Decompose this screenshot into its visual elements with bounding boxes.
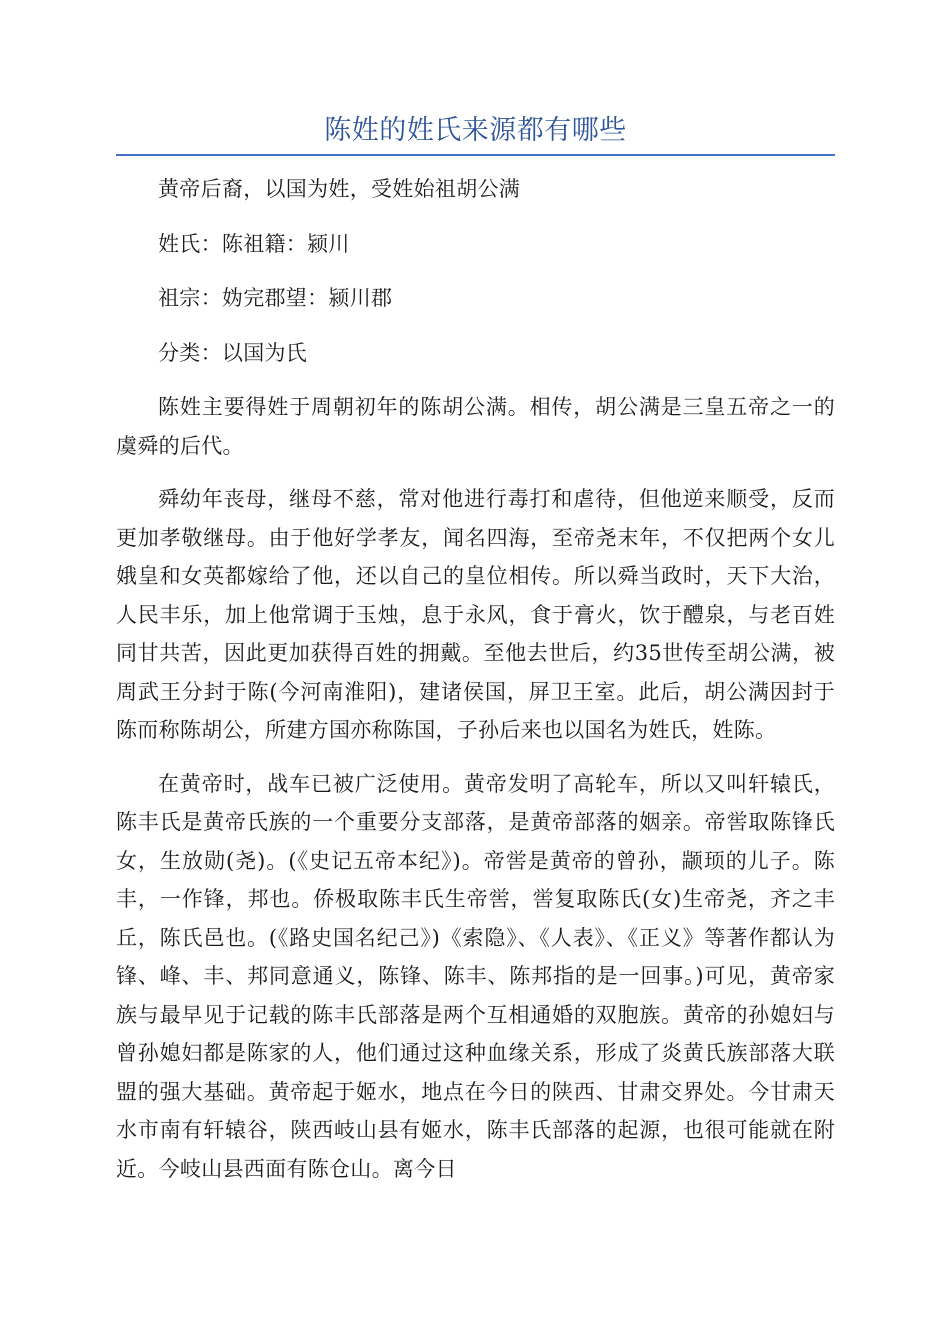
paragraph-intro: 陈姓主要得姓于周朝初年的陈胡公满。相传，胡公满是三皇五帝之一的虞舜的后代。 — [116, 395, 835, 458]
paragraph-ancestor-commandery: 祖宗：妫完郡望：颍川郡 — [158, 286, 393, 310]
document-body — [116, 170, 835, 1203]
paragraph-shun-history: 舜幼年丧母，继母不慈，常对他进行毒打和虐待，但他逆来顺受，反而更加孝敬继母。由于他好学孝友，闻名四海，至帝尧末年，不仅把两个女儿娥皇和女英都嫁给了他，还以自己的皇位相传。所以舜当政时，天下大治，人民丰乐，加上他常调于玉烛，息于永风，食于膏火，饮于醴泉，与老百姓同甘共苦，因此更加获得百姓的拥戴。至他去世后，约35世传至胡公满，被周武王分封于陈(今河南淮阳)，建诸侯国，屏卫王室。此后，胡公满因封于陈而称陈胡公，所建方国亦称陈国，子孙后来也以国名为姓氏，姓陈。 — [116, 487, 835, 742]
title-underline — [116, 154, 835, 156]
paragraph-category: 分类：以国为氏 — [158, 340, 308, 365]
document-title: 陈姓的姓氏来源都有哪些 — [324, 115, 627, 146]
paragraph-huangdi-history: 在黄帝时，战车已被广泛使用。黄帝发明了高轮车，所以又叫轩辕氏，陈丰氏是黄帝氏族的一个重要分支部落，是黄帝部落的姻亲。帝喾取陈锋氏女，生放勋(尧)。(《史记五帝本纪》)。帝喾是黄帝的曾孙，颛顼的儿子。陈丰，一作锋，邦也。侨极取陈丰氏生帝喾，喾复取陈氏(女)生帝尧，齐之丰丘，陈氏邑也。(《路史国名纪己》)《索隐》、《人表》、《正义》等著作都认为锋、峰、丰、邦同意通义，陈锋、陈丰、陈邦指的是一回事。)可见，黄帝家族与最早见于记载的陈丰氏部落是两个互相通婚的双胞族。黄帝的孙媳妇与曾孙媳妇都是陈家的人，他们通过这种血缘关系，形成了炎黄氏族部落大联盟的强大基础。黄帝起于姬水，地点在今日的陕西、甘肃交界处。今甘肃天水市南有轩辕谷，陕西岐山县有姬水，陈丰氏部落的起源，也很可能就在附近。今岐山县西面有陈仓山。离今日 — [116, 771, 835, 1181]
paragraph-origin-summary: 黄帝后裔，以国为姓，受姓始祖胡公满 — [158, 177, 521, 201]
title-block — [116, 112, 835, 156]
paragraph-surname-ancestry: 姓氏：陈祖籍：颍川 — [158, 231, 350, 256]
